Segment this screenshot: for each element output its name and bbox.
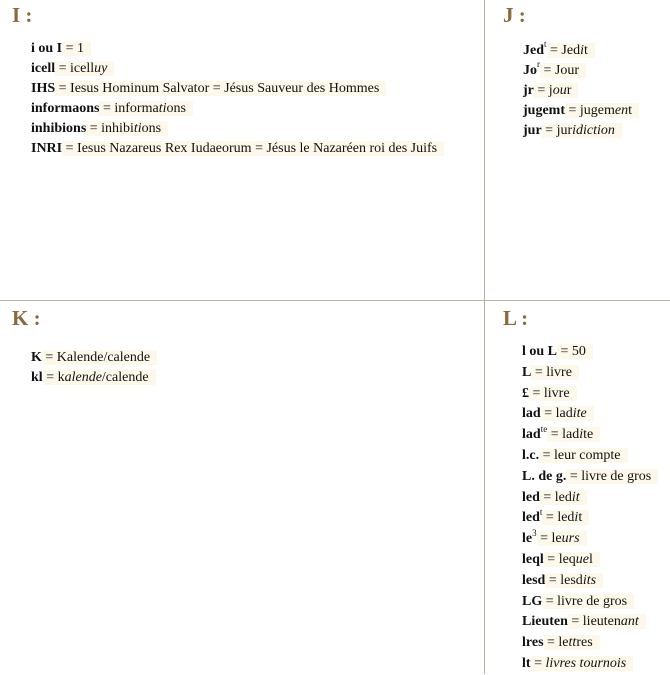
list-item [31,119,461,139]
list-item [31,39,461,59]
list-item [522,654,668,675]
superscript: t [539,506,543,517]
equals-sign: = [566,468,582,484]
expansion-italic: i [574,510,579,526]
expansion-italic: ti [133,121,142,136]
list-item [523,61,668,81]
abbreviation: IHS [31,81,56,96]
section-heading-j: J : [503,3,526,27]
expansion [537,531,587,546]
expansion-italic: ant [620,614,639,630]
list-item [522,404,668,425]
list-item [522,592,668,613]
vertical-divider [484,0,485,674]
expansion [545,573,603,588]
section-heading-k: K : [12,306,41,330]
expansion-italic: i [579,427,584,443]
expansion-italic: en [614,103,629,118]
list-item [522,633,668,654]
abbreviation: £ [522,385,529,401]
superscript: te [540,423,548,434]
abbreviation: le [522,531,533,547]
expansion [565,103,639,118]
expansion [55,61,114,76]
expansion-text-end: ons [141,121,162,136]
list-item [523,121,668,141]
expansion-text: jur [556,123,573,138]
equals-sign: = [539,447,555,463]
abbreviation: Lieuten [522,614,568,630]
equals-sign: = [542,593,558,609]
expansion-text: leq [558,551,576,567]
expansion [547,43,595,58]
expansion [540,63,586,78]
expansion-text: leur compte [554,447,621,463]
equals-sign: = [539,489,555,505]
list-item [31,99,461,119]
expansion-text: 50 [571,344,586,359]
list-item [522,508,668,529]
equals-sign: = [86,121,102,136]
list-item [522,612,668,633]
expansion-text: lad [555,406,573,422]
expansion-text-end: t [578,510,583,526]
list-item [523,81,668,101]
list-item [31,368,461,388]
expansion-text: led [557,510,575,526]
expansion-italic: urs [561,531,580,547]
expansion-italic: ti [158,101,167,116]
list-item [522,446,668,467]
expansion-italic: alende [64,370,102,385]
equals-sign: = [55,81,71,96]
expansion-text: livre de gros [557,593,628,609]
section-list-l [522,342,668,675]
equals-sign: = [557,344,572,359]
expansion-text-end: t [628,103,633,118]
expansion [547,427,600,442]
equals-sign: = [547,427,563,443]
expansion-text: k [57,370,65,385]
expansion-italic: uy [94,61,108,76]
abbreviation: Jo [523,63,537,78]
expansion-text: icell [70,61,95,76]
equals-sign: = [531,364,547,380]
expansion [542,594,634,609]
equals-sign: = [530,655,546,671]
abbreviation: LG [522,593,543,609]
equals-sign: = [55,61,71,76]
list-item [522,342,668,363]
expansion-text-end: r [566,83,572,98]
list-item [522,488,668,509]
expansion [86,121,168,136]
equals-sign: = [41,350,57,365]
abbreviation: informaons [31,101,100,116]
expansion [62,141,444,156]
superscript: t [544,39,547,50]
expansion-text: Iesus Nazareus Rex Iudaeorum = Jésus le Nazaréen roi des Juifs [77,141,438,156]
abbreviation: l ou L [522,344,558,359]
expansion-italic: livres tournois [545,655,627,671]
section-list-i [31,39,461,159]
equals-sign: = [42,370,58,385]
abbreviation: lad [522,406,541,422]
expansion-text: Iesus Hominum Salvator = Jésus Sauveur des Hommes [70,81,380,96]
expansion-italic: its [582,572,597,588]
abbreviation: jugemt [523,103,565,118]
equals-sign: = [545,572,561,588]
abbreviation: L. de g. [522,468,567,484]
expansion [43,370,156,385]
expansion [534,83,578,98]
equals-sign: = [529,385,544,401]
expansion-text: livre [543,385,570,401]
expansion-text: Jour [554,63,580,78]
list-item [522,467,668,488]
list-item [522,550,668,571]
equals-sign: = [536,531,552,547]
list-item [31,59,461,79]
expansion-text: le [551,531,562,547]
superscript: 3 [532,527,537,538]
abbreviation: INRI [31,141,63,156]
list-item [523,41,668,61]
expansion-text: informa [114,101,159,116]
expansion [531,365,579,380]
list-item [522,425,668,446]
expansion-text: Kalende/calende [56,350,151,365]
expansion-text: livre de gros [581,468,652,484]
abbreviation: lad [522,427,541,443]
expansion-text-end: t [583,43,588,58]
expansion-italic: ue [575,551,590,567]
expansion-text: lieuten [582,614,621,630]
expansion-text: lad [562,427,580,443]
expansion-text: livre [546,364,572,380]
abbreviation: leql [522,551,544,567]
abbreviation: jr [523,83,534,98]
expansion [531,656,634,671]
abbreviation: icell [31,61,56,76]
section-list-k [31,348,461,388]
section-list-j [523,41,668,141]
abbreviation: i ou I [31,41,63,56]
list-item [31,79,461,99]
abbreviation: L [522,364,532,380]
expansion-italic: idiction [572,123,615,138]
equals-sign: = [543,635,559,651]
equals-sign: = [565,103,580,118]
expansion [542,123,622,138]
expansion [557,344,593,359]
list-item [522,384,668,405]
equals-sign: = [533,83,549,98]
expansion-text: jugem [579,103,615,118]
abbreviation: Jed [523,43,544,58]
expansion-text: le [558,635,569,651]
abbreviation: l.c. [522,447,540,463]
expansion-italic: i [580,43,584,58]
equals-sign: = [567,614,583,630]
expansion-text: inhibi [101,121,134,136]
expansion [540,490,587,505]
expansion-text-end: te [583,427,594,443]
expansion [42,350,157,365]
abbreviation: led [522,489,540,505]
equals-sign: = [542,510,558,526]
expansion-text-end: ons [166,101,186,116]
abbreviation: jur [523,123,542,138]
expansion [566,469,658,484]
list-item [31,348,461,368]
expansion [99,101,192,116]
expansion-italic: ite [572,406,587,422]
expansion [568,614,646,629]
abbreviation: lres [522,635,544,651]
abbreviation: lt [522,655,531,671]
expansion-text: j [548,83,553,98]
expansion [529,386,577,401]
equals-sign: = [546,43,562,58]
expansion [542,510,589,525]
equals-sign: = [99,101,115,116]
list-item [31,139,461,159]
equals-sign: = [540,406,556,422]
section-heading-i: I : [12,3,33,27]
abbreviation: led [522,510,540,526]
list-item [522,529,668,550]
expansion-text: 1 [77,41,85,56]
list-item [522,571,668,592]
expansion [541,406,594,421]
abbreviation: K [31,350,42,365]
abbreviation: kl [31,370,43,385]
expansion-text: Jed [561,43,581,58]
expansion-text-end: l [589,551,593,567]
list-item [522,363,668,384]
expansion [55,81,386,96]
list-item [523,101,668,121]
expansion-text: led [554,489,572,505]
equals-sign: = [540,63,555,78]
horizontal-divider [0,300,670,301]
equals-sign: = [541,123,557,138]
section-heading-l: L : [503,306,529,330]
expansion-italic: it [571,489,580,505]
expansion [539,448,627,463]
expansion-text-end: res [576,635,593,651]
abbreviation: inhibions [31,121,87,136]
equals-sign: = [543,551,559,567]
expansion [544,552,600,567]
equals-sign: = [62,141,78,156]
expansion [62,41,91,56]
expansion-italic: ou [552,83,567,98]
expansion-italic: tt [568,635,577,651]
abbreviation: lesd [522,572,546,588]
expansion-text: lesd [560,572,583,588]
superscript: r [537,59,540,70]
expansion-text-end: /calende [101,370,149,385]
equals-sign: = [62,41,78,56]
expansion [544,635,600,650]
